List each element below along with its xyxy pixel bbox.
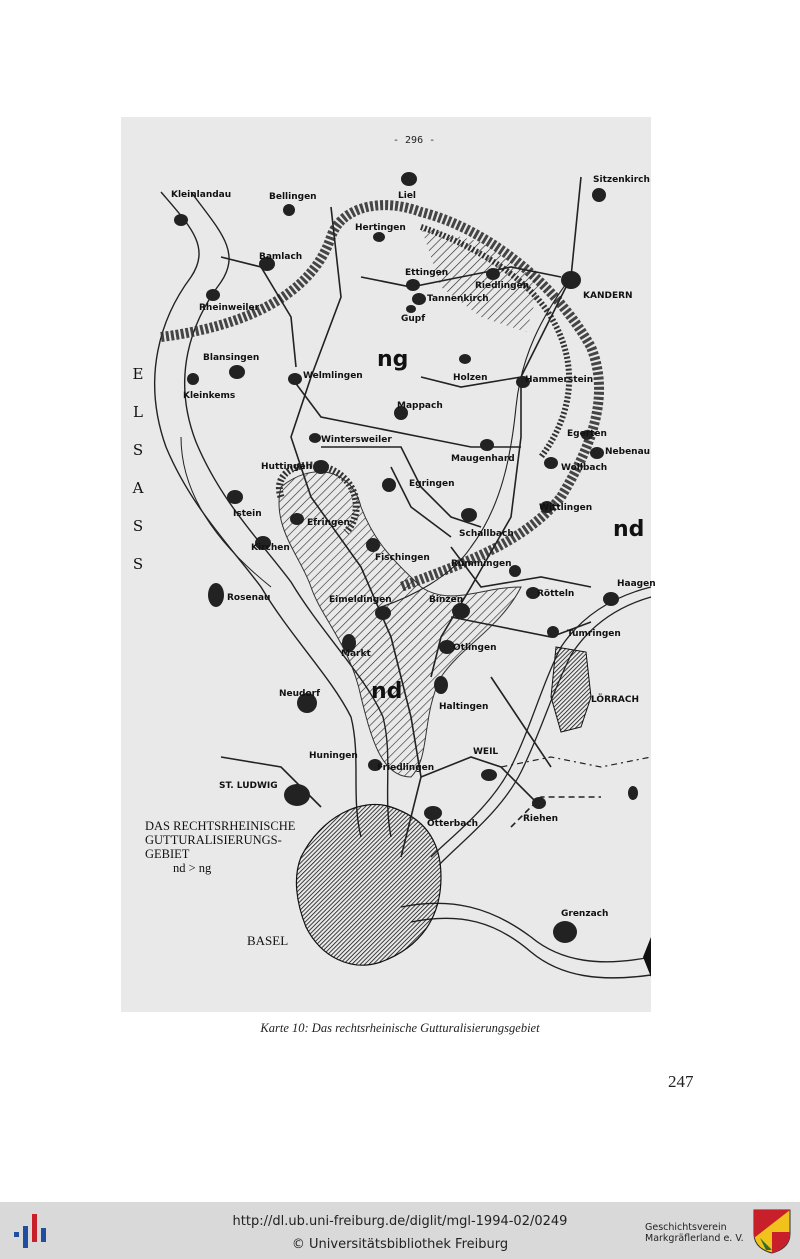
hatched-area-north [421, 227, 541, 332]
region-label-elsass [129, 365, 147, 593]
region-letter: E [132, 365, 144, 383]
place-label: Riedlingen [475, 281, 530, 291]
place-label: Gupf [401, 314, 426, 324]
place-label: Egringen [409, 479, 455, 489]
place-label: Welmlingen [303, 371, 363, 381]
place-label: Kleinlandau [171, 190, 232, 200]
place-label: Wollbach [561, 463, 608, 473]
place-label: Huttingen [261, 462, 312, 472]
region-letter: A [132, 479, 144, 497]
place-label: Binzen [429, 595, 464, 605]
place-label: Wittlingen [539, 503, 593, 513]
place-label: Istein [233, 509, 262, 519]
place-label: Nebenau [605, 447, 651, 457]
place-label: Rümmingen [451, 559, 512, 569]
place-label: Huningen [309, 751, 358, 761]
scan-page-header: - 296 - [393, 135, 436, 146]
place-label: Rheinweiler [199, 303, 260, 313]
footer-organization [645, 1222, 744, 1244]
place-label: KANDERN [583, 291, 633, 301]
place-label: Holzen [453, 373, 488, 383]
place-label: Efringen [307, 518, 350, 528]
place-label: Kirchen [251, 543, 290, 553]
basel-city-area [296, 804, 441, 965]
place-label: Otterbach [427, 819, 479, 829]
place-label: Blansingen [203, 353, 260, 363]
place-label: Liel [398, 191, 417, 201]
legend-line: GUTTURALISIERUNGS- [145, 833, 282, 847]
place-label: Riehen [523, 814, 559, 824]
place-label: Bamlach [259, 252, 303, 262]
crest-icon [752, 1208, 792, 1254]
page-number: 247 [668, 1072, 694, 1091]
map-drawing [121, 117, 651, 1012]
place-label: Fischingen [375, 553, 430, 563]
place-label: Grenzach [561, 909, 609, 919]
area-label-nd-east: nd [613, 517, 645, 542]
rhine-river-basel [401, 903, 651, 962]
map-scan [121, 117, 656, 1012]
place-label: Bellingen [269, 192, 317, 202]
place-label: Maugenhard [451, 454, 515, 464]
place-label: ST. LUDWIG [219, 781, 278, 791]
place-label: Haagen [617, 579, 656, 589]
place-label: Ettingen [405, 268, 449, 278]
footer-bar [0, 1202, 800, 1259]
place-label: LÖRRACH [591, 695, 640, 705]
place-label: Tumringen [567, 629, 621, 639]
region-letter: S [132, 517, 144, 535]
region-letter: L [133, 403, 143, 421]
org-name-line: Markgräflerland e. V. [645, 1233, 744, 1244]
footer-copyright: © Universitätsbibliothek Freiburg [291, 1237, 509, 1252]
legend-line: GEBIET [145, 847, 190, 861]
place-label: Kleinkems [183, 391, 236, 401]
place-label: Otlingen [453, 643, 497, 653]
place-label: Mappach [397, 401, 443, 411]
place-label: Neudorf [279, 689, 321, 699]
place-label: Egerten [567, 429, 607, 439]
place-label: WEIL [473, 747, 499, 757]
map-caption: Karte 10: Das rechtsrheinische Gutturalisierungsgebiet [260, 1021, 540, 1035]
lorrach-area [551, 647, 591, 732]
place-label: Schallbach [459, 529, 514, 539]
place-label: Haltingen [439, 702, 489, 712]
legend-line: DAS RECHTSRHEINISCHE [145, 819, 296, 833]
place-label: Eimeldingen [329, 595, 392, 605]
place-label: Sitzenkirch [593, 175, 650, 185]
place-label: Wintersweiler [321, 435, 392, 445]
place-label: Rötteln [537, 589, 575, 599]
city-label-basel: BASEL [247, 933, 289, 948]
place-label: Hertingen [355, 223, 406, 233]
area-label-nd-south: nd [371, 679, 403, 704]
place-label: Markt [341, 649, 371, 659]
place-label: Friedlingen [377, 763, 435, 773]
region-letter: S [132, 441, 144, 459]
org-name-line: Geschichtsverein [645, 1222, 727, 1233]
place-label: Rosenau [227, 593, 271, 603]
region-letter: S [132, 555, 144, 573]
footer-url-link[interactable]: http://dl.ub.uni-freiburg.de/diglit/mgl-1994-02/0249 [232, 1214, 568, 1229]
place-label: Tannenkirch [427, 294, 489, 304]
place-label: Hammerstein [525, 375, 594, 385]
map-legend [145, 819, 295, 875]
legend-rule: nd > ng [173, 861, 212, 875]
area-label-ng: ng [377, 347, 409, 372]
